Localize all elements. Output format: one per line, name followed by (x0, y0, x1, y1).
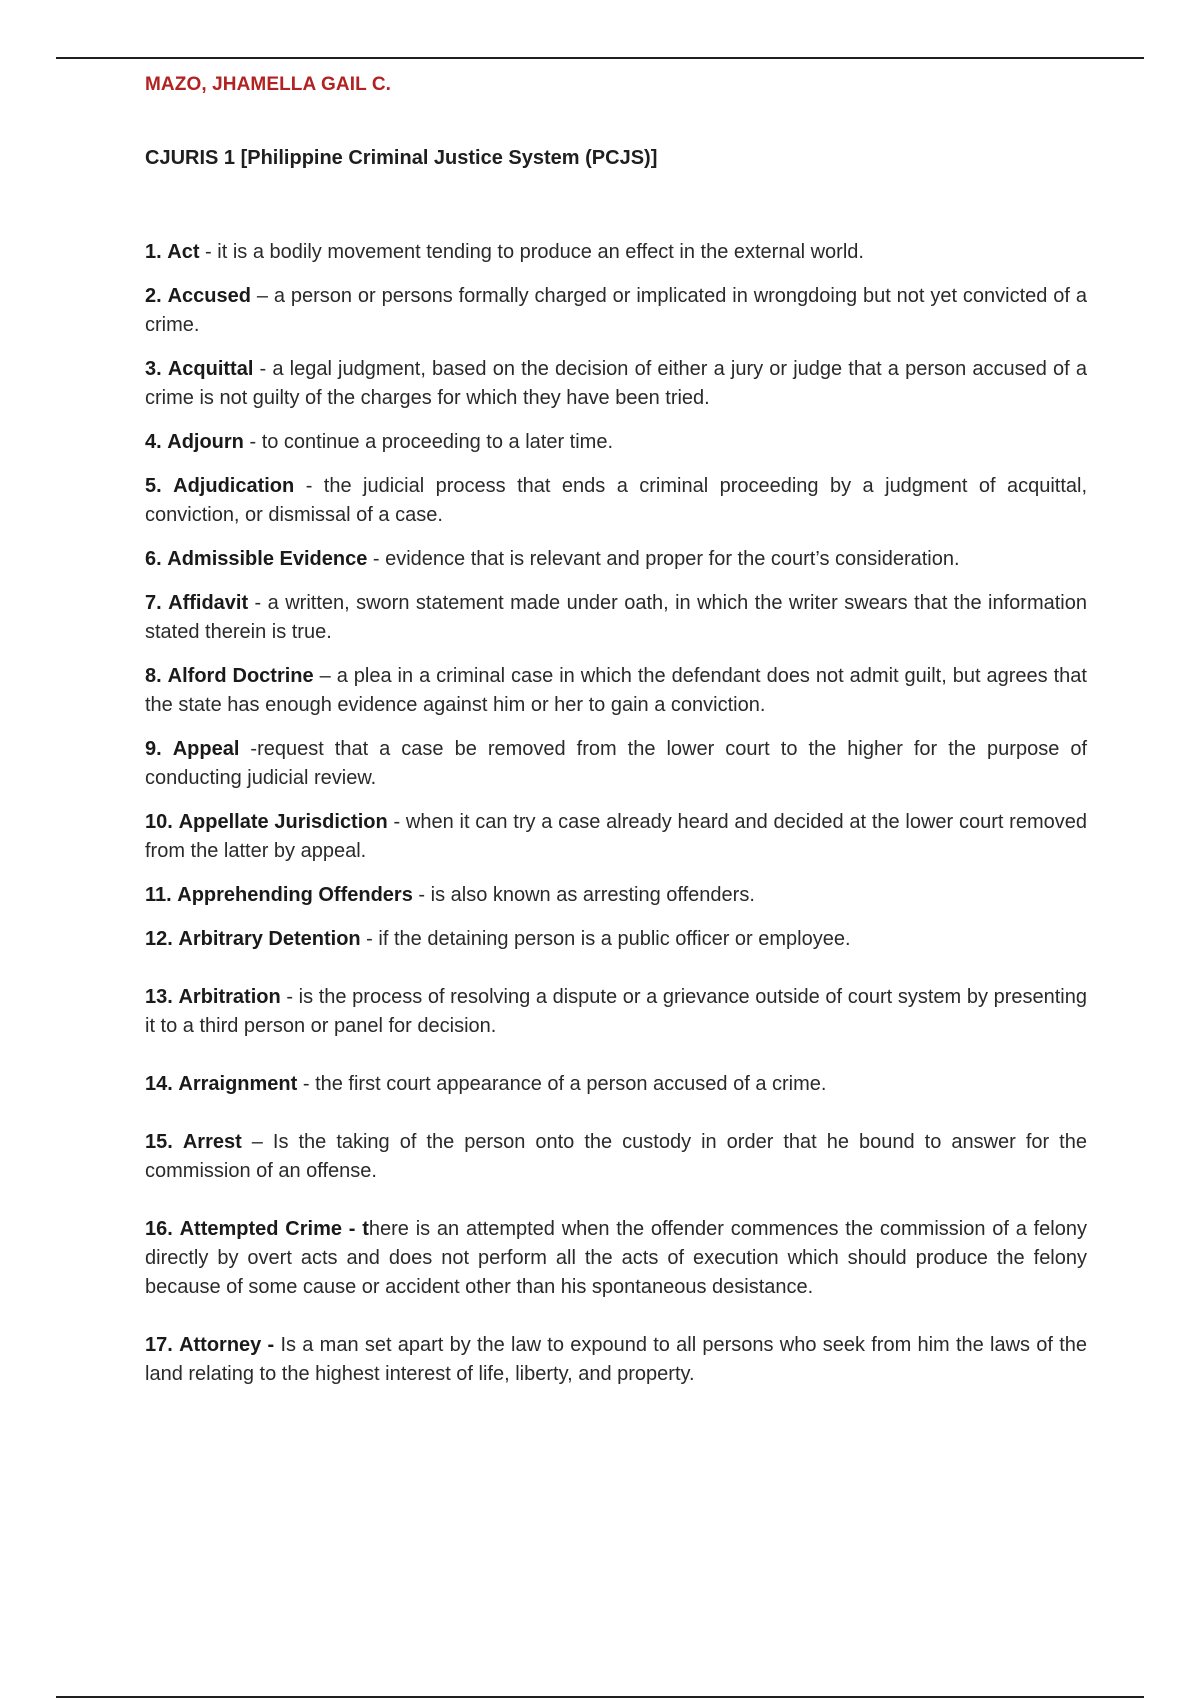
definition-separator: - (253, 358, 273, 380)
definition-item (145, 735, 1087, 793)
definition-item (145, 589, 1087, 647)
definition-separator: - (243, 431, 262, 453)
definition-term: Appeal (172, 738, 240, 760)
definition-text: the judicial process that ends a criminal proceeding by a judgment of acquittal, conviction, or dismissal of a case. (145, 475, 1088, 526)
definition-item (145, 472, 1087, 530)
definition-number: 2. (145, 285, 162, 307)
definition-term: Acquittal (167, 358, 254, 380)
definition-number: 4. (145, 431, 162, 453)
definition-item (145, 355, 1087, 413)
definition-item (145, 545, 1087, 574)
definition-item (145, 881, 1087, 910)
definition-text: a legal judgment, based on the decision of either a jury or judge that a person accused of a crime is not guilty of the charges for which they have been tried. (145, 358, 1087, 409)
bottom-rule (56, 1696, 1144, 1698)
definition-term: Adjudication (173, 475, 295, 497)
definition-term: Alford Doctrine (167, 665, 314, 687)
definition-separator: - (280, 986, 299, 1008)
course-title: CJURIS 1 [Philippine Criminal Justice System (PCJS)] (145, 147, 658, 169)
definition-item (145, 662, 1087, 720)
definition-term: Arbitrary Detention (178, 928, 361, 950)
definition-number: 8. (145, 665, 162, 687)
definition-separator: - (294, 475, 324, 497)
definition-item (145, 983, 1087, 1041)
definition-separator: - (412, 884, 431, 906)
definition-list (145, 238, 1087, 1404)
definition-term: Attempted Crime - t (179, 1218, 369, 1240)
definition-separator: - (367, 548, 386, 570)
definition-number: 10. (145, 811, 173, 833)
definition-text: evidence that is relevant and proper for the court’s consideration. (385, 548, 960, 570)
definition-term: Apprehending Offenders (177, 884, 413, 906)
definition-item (145, 1070, 1087, 1099)
definition-text: is the process of resolving a dispute or a grievance outside of court system by presenting it to a third person or panel for decision. (145, 986, 1087, 1037)
definition-number: 6. (145, 548, 162, 570)
definition-separator: – (241, 1131, 273, 1153)
definition-separator: – (250, 285, 274, 307)
definition-number: 7. (145, 592, 162, 614)
definition-text: Is a man set apart by the law to expound to all persons who seek from him the laws of the land relating to the highest interest of life, liberty, and property. (145, 1334, 1088, 1385)
definition-text: a plea in a criminal case in which the defendant does not admit guilt, but agrees that the state has enough evidence against him or her to gain a conviction. (145, 665, 1087, 716)
definition-item (145, 1215, 1087, 1302)
definition-term: Arrest (182, 1131, 242, 1153)
definition-number: 13. (145, 986, 173, 1008)
definition-number: 16. (145, 1218, 173, 1240)
definition-term: Affidavit (168, 592, 249, 614)
definition-text: the first court appearance of a person accused of a crime. (315, 1073, 827, 1095)
definition-text: a person or persons formally charged or implicated in wrongdoing but not yet convicted of a crime. (145, 285, 1087, 336)
definition-item (145, 1128, 1087, 1186)
definition-separator: - (360, 928, 379, 950)
definition-number: 15. (145, 1131, 173, 1153)
definition-item (145, 238, 1087, 267)
definition-text: a written, sworn statement made under oath, in which the writer swears that the information stated therein is true. (145, 592, 1087, 643)
definition-term: Arbitration (178, 986, 281, 1008)
definition-item (145, 428, 1087, 457)
definition-number: 5. (145, 475, 162, 497)
definition-term: Act (167, 241, 200, 263)
definition-term: Accused (167, 285, 251, 307)
definition-separator: - (248, 592, 268, 614)
definition-text: it is a bodily movement tending to produce an effect in the external world. (217, 241, 864, 263)
definition-number: 17. (145, 1334, 173, 1356)
definition-text: is also known as arresting offenders. (430, 884, 755, 906)
definition-item (145, 282, 1087, 340)
definition-text: Is the taking of the person onto the custody in order that he bound to answer for the commission of an offense. (145, 1131, 1087, 1182)
definition-item (145, 808, 1087, 866)
definition-term: Attorney - (179, 1334, 275, 1356)
definition-number: 9. (145, 738, 162, 760)
definition-separator: - (199, 241, 218, 263)
definition-separator: – (313, 665, 337, 687)
definition-text: here is an attempted when the offender commences the commission of a felony directly by overt acts and does not perform all the acts of execution which should produce the felony because of some cause or accident other than his spontaneous desistance. (145, 1218, 1087, 1298)
definition-term: Adjourn (167, 431, 244, 453)
definition-text: request that a case be removed from the lower court to the higher for the purpose of conducting judicial review. (145, 738, 1088, 789)
definition-separator: - (387, 811, 406, 833)
definition-number: 14. (145, 1073, 173, 1095)
definition-number: 1. (145, 241, 162, 263)
definition-term: Arraignment (178, 1073, 298, 1095)
definition-text: if the detaining person is a public officer or employee. (378, 928, 851, 950)
definition-text: to continue a proceeding to a later time. (261, 431, 614, 453)
definition-separator: - (239, 738, 258, 760)
definition-item (145, 925, 1087, 954)
definition-number: 3. (145, 358, 162, 380)
definition-number: 11. (145, 884, 172, 906)
definition-separator: - (297, 1073, 316, 1095)
author-name: MAZO, JHAMELLA GAIL C. (145, 74, 392, 95)
definition-text: when it can try a case already heard and decided at the lower court removed from the latter by appeal. (145, 811, 1087, 862)
definition-number: 12. (145, 928, 173, 950)
definition-item (145, 1331, 1087, 1389)
definition-term: Appellate Jurisdiction (178, 811, 388, 833)
top-rule (56, 57, 1144, 59)
definition-term: Admissible Evidence (167, 548, 368, 570)
